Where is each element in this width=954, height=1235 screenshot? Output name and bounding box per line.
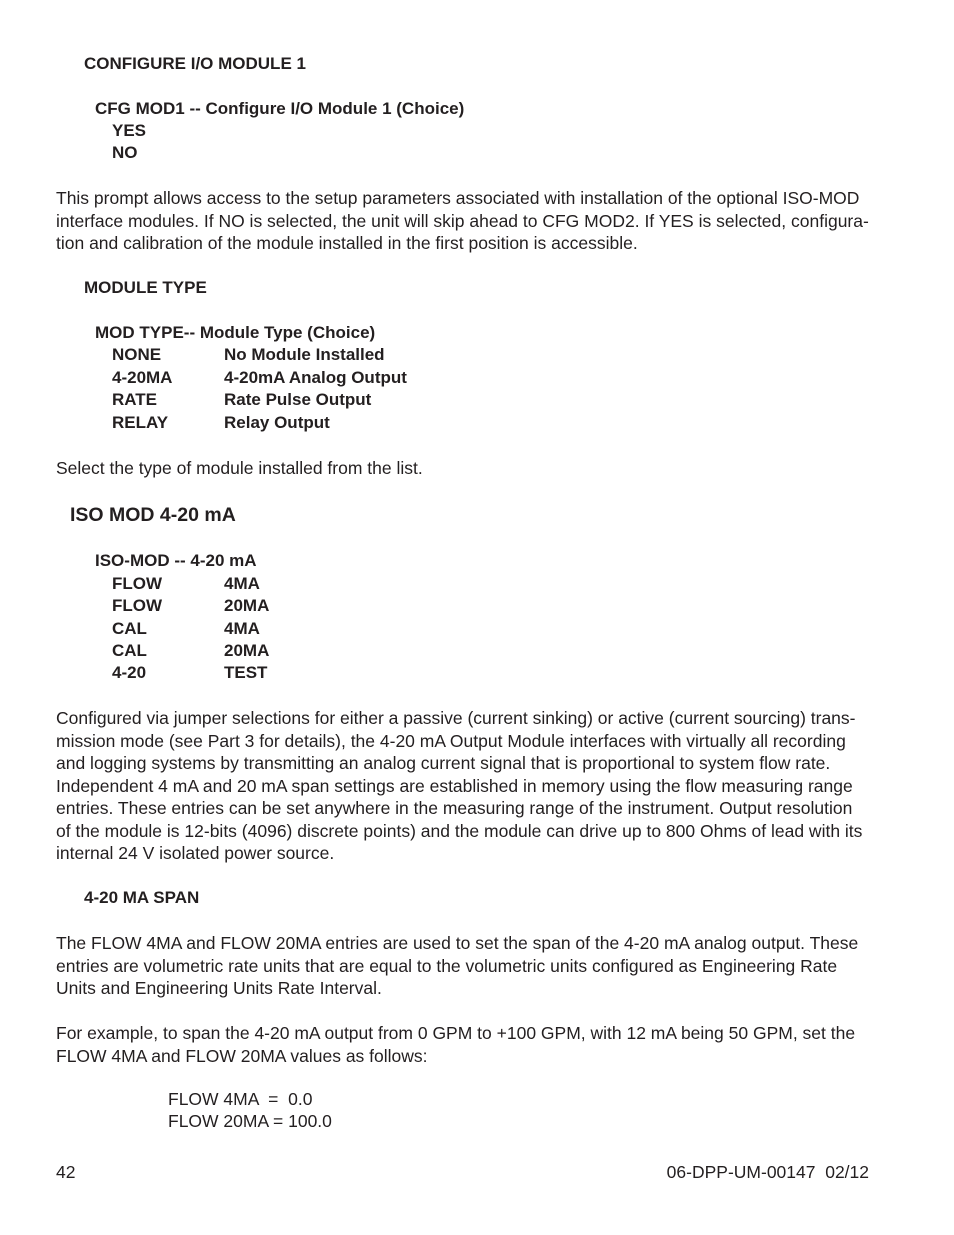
iso-mod-value: 4MA	[224, 619, 260, 638]
section-heading-iso-mod: ISO MOD 4-20 mA	[70, 504, 236, 526]
iso-mod-param: CAL	[112, 619, 147, 638]
iso-mod-value: 20MA	[224, 596, 270, 615]
option-no: NO	[112, 143, 138, 162]
span-example-intro: For example, to span the 4-20 mA output from 0 GPM to +100 GPM, with 12 mA being 50 GPM, set the FLOW 4MA and FLOW 20MA values as follows:	[56, 1023, 856, 1066]
iso-mod-param: FLOW	[112, 596, 163, 615]
iso-mod-value: TEST	[224, 663, 268, 682]
section-heading-module-type: MODULE TYPE	[84, 278, 207, 297]
example-flow-20ma: FLOW 20MA = 100.0	[168, 1111, 332, 1131]
mod-type-code: NONE	[112, 345, 162, 364]
mod-type-label: No Module Installed	[224, 345, 385, 364]
module-type-description: Select the type of module installed from the list.	[56, 458, 423, 478]
mod-type-code: RATE	[112, 390, 158, 409]
span-description: The FLOW 4MA and FLOW 20MA entries are used to set the span of the 4-20 mA analog output. These entries are volumetric rate units that are equal to the volumetric units configured as Engineering Rate Units and Engineering Units Rate Interval.	[56, 933, 859, 998]
iso-mod-value: 4MA	[224, 574, 260, 593]
mod-type-menu-title: MOD TYPE-- Module Type (Choice)	[95, 323, 376, 342]
section-heading-configure-io: CONFIGURE I/O MODULE 1	[84, 54, 306, 73]
example-flow-4ma: FLOW 4MA = 0.0	[168, 1089, 313, 1109]
page-number: 42	[56, 1162, 76, 1182]
cfg-mod1-description: This prompt allows access to the setup parameters associated with installation of the optional ISO-MOD interface modules. If NO is selected, the unit will skip ahead to CFG MOD2. If YES is selected, configura- tion and calibration of the module installed in the first position is accessible.	[56, 188, 869, 253]
iso-mod-param: FLOW	[112, 574, 163, 593]
cfg-mod1-menu-title: CFG MOD1 -- Configure I/O Module 1 (Choice)	[95, 99, 465, 118]
iso-mod-param: CAL	[112, 641, 147, 660]
mod-type-code: RELAY	[112, 413, 169, 432]
mod-type-label: Rate Pulse Output	[224, 390, 372, 409]
option-yes: YES	[112, 121, 147, 140]
iso-mod-description: Configured via jumper selections for either a passive (current sinking) or active (current sourcing) trans- mission mode (see Part 3 for details), the 4-20 mA Output Module interfaces with virtually all recording and logging systems by transmitting an analog current signal that is proportional to system flow rate. Independent 4 mA and 20 mA span settings are established in memory using the flow measuring range entries. These entries can be set anywhere in the measuring range of the instrument. Output resolution of the module is 12-bits (4096) discrete points) and the module can drive up to 800 Ohms of lead with its internal 24 V isolated power source.	[56, 708, 863, 863]
mod-type-label: Relay Output	[224, 413, 330, 432]
document-id: 06-DPP-UM-00147 02/12	[666, 1162, 869, 1182]
section-heading-span: 4-20 MA SPAN	[84, 888, 200, 907]
iso-mod-menu-title: ISO-MOD -- 4-20 mA	[95, 551, 257, 570]
iso-mod-param: 4-20	[112, 663, 147, 682]
iso-mod-value: 20MA	[224, 641, 270, 660]
mod-type-label: 4-20mA Analog Output	[224, 368, 407, 387]
mod-type-code: 4-20MA	[112, 368, 173, 387]
